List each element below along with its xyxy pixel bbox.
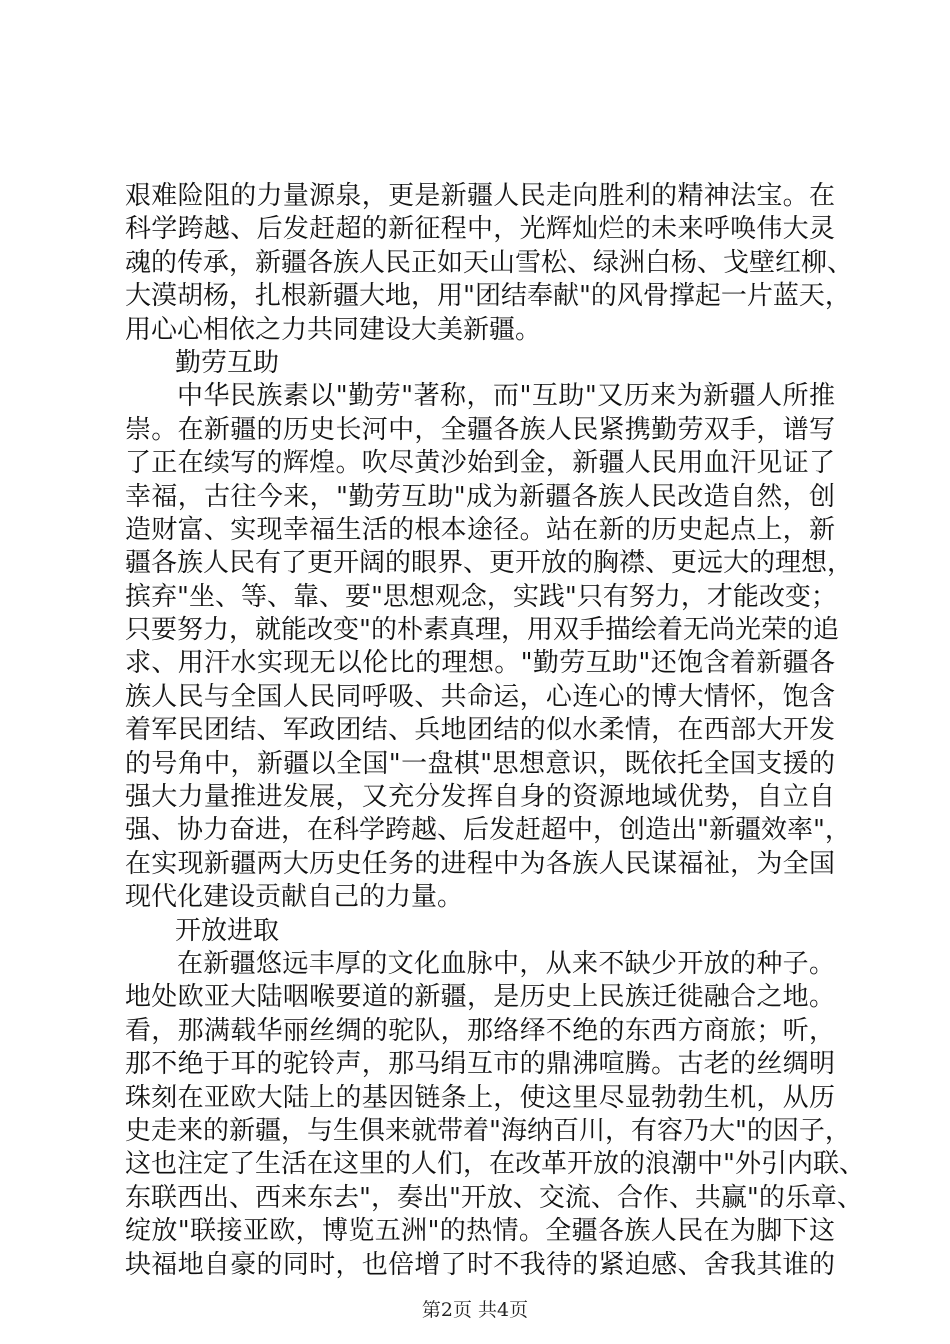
text-line: 族人民与全国人民同呼吸、共命运，心连心的博大情怀，饱含 [125, 681, 835, 712]
document-body [125, 180, 865, 1282]
text-line: 只要努力，就能改变"的朴素真理，用双手描绘着无尚光荣的追 [125, 615, 839, 646]
text-line: 求、用汗水实现无以伦比的理想。"勤劳互助"还饱含着新疆各 [125, 648, 835, 679]
text-line: 看，那满载华丽丝绸的驼队，那络绎不绝的东西方商旅；听， [125, 1015, 835, 1046]
text-line: 现代化建设贡献自己的力量。 [125, 882, 464, 913]
page-number-footer: 第2页 共4页 [421, 1299, 529, 1321]
text-line: 崇。在新疆的历史长河中，全疆各族人民紧携勤劳双手，谱写 [125, 414, 835, 445]
text-line: 着军民团结、军政团结、兵地团结的似水柔情，在西部大开发 [125, 715, 835, 746]
text-line: 科学跨越、后发赶超的新征程中，光辉灿烂的未来呼唤伟大灵 [125, 214, 835, 245]
text-line: 地处欧亚大陆咽喉要道的新疆，是历史上民族迁徙融合之地。 [125, 982, 835, 1013]
text-line: 的号角中，新疆以全国"一盘棋"思想意识，既依托全国支援的 [125, 748, 835, 779]
text-line: 东联西出、西来东去"，奏出"开放、交流、合作、共赢"的乐章、 [125, 1182, 863, 1213]
text-line: 强大力量推进发展，又充分发挥自身的资源地域优势，自立自 [125, 782, 835, 813]
section-heading: 开放进取 [175, 915, 280, 946]
text-line: 那不绝于耳的驼铃声，那马绢互市的鼎沸喧腾。古老的丝绸明 [125, 1049, 835, 1080]
paragraph [125, 948, 865, 1282]
text-line: 造财富、实现幸福生活的根本途径。站在新的历史起点上，新 [125, 514, 835, 545]
text-line: 了正在续写的辉煌。吹尽黄沙始到金，新疆人民用血汗见证了 [125, 448, 835, 479]
text-line: 珠刻在亚欧大陆上的基因链条上，使这里尽显勃勃生机，从历 [125, 1082, 835, 1113]
text-line: 魂的传承，新疆各族人民正如天山雪松、绿洲白杨、戈壁红柳、 [125, 247, 854, 278]
text-line: 块福地自豪的同时，也倍增了时不我待的紧迫感、舍我其谁的 [125, 1249, 835, 1280]
text-line: 摈弃"坐、等、靠、要"思想观念，实践"只有努力，才能改变； [125, 581, 837, 612]
text-line: 史走来的新疆，与生俱来就带着"海纳百川，有容乃大"的因子， [125, 1115, 851, 1146]
text-line: 疆各族人民有了更开阔的眼界、更开放的胸襟、更远大的理想， [125, 548, 854, 579]
text-line: 艰难险阻的力量源泉，更是新疆人民走向胜利的精神法宝。在 [125, 181, 835, 211]
paragraph [125, 380, 854, 914]
text-line: 中华民族素以"勤劳"著称，而"互助"又历来为新疆人所推 [177, 381, 835, 412]
text-line: 强、协力奋进，在科学跨越、后发赶超中，创造出"新疆效率"， [125, 815, 851, 846]
paragraph [125, 180, 854, 347]
section-heading: 勤劳互助 [175, 347, 280, 378]
text-line: 用心心相依之力共同建设大美新疆。 [125, 314, 542, 345]
text-line: 幸福，古往今来，"勤劳互助"成为新疆各族人民改造自然，创 [125, 481, 835, 512]
text-line: 在实现新疆两大历史任务的进程中为各族人民谋福祉，为全国 [125, 848, 835, 879]
text-line: 绽放"联接亚欧，博览五洲"的热情。全疆各族人民在为脚下这 [125, 1216, 835, 1247]
text-line: 这也注定了生活在这里的人们，在改革开放的浪潮中"外引内联、 [125, 1149, 865, 1180]
text-line: 大漠胡杨，扎根新疆大地，用"团结奉献"的风骨撑起一片蓝天， [125, 281, 851, 312]
text-line: 在新疆悠远丰厚的文化血脉中，从来不缺少开放的种子。 [177, 948, 835, 979]
